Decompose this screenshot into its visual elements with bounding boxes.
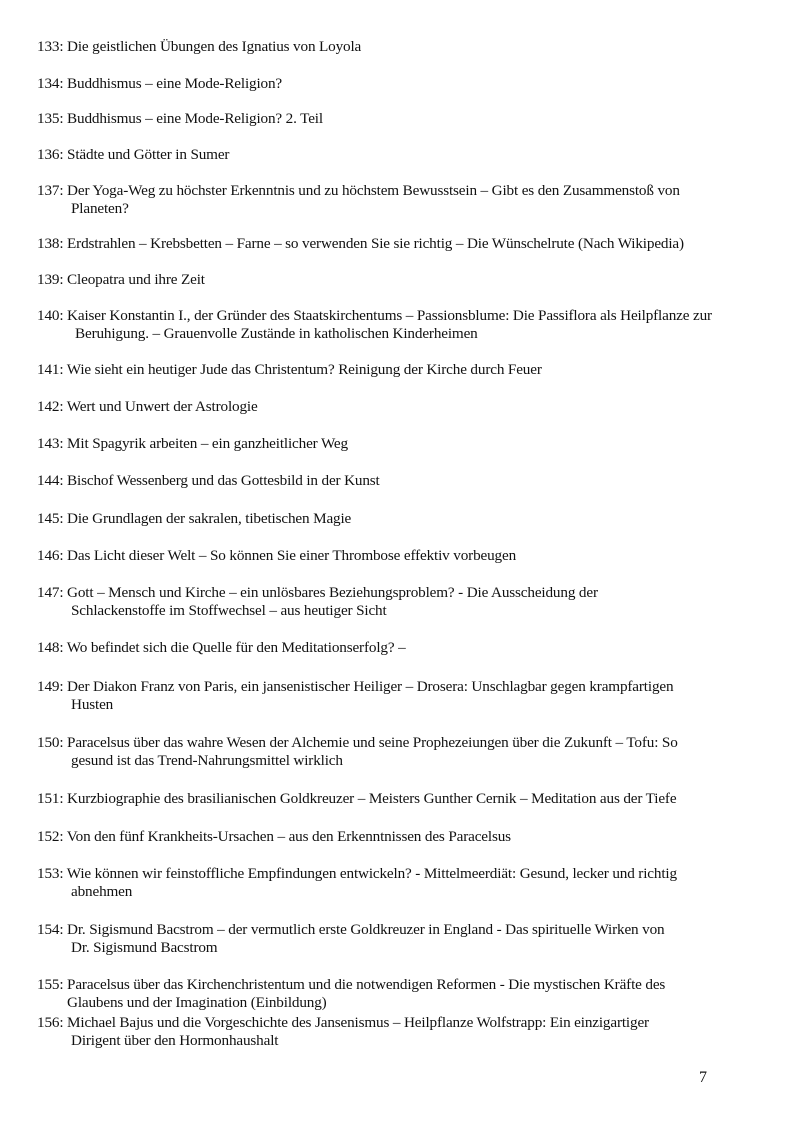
list-item [37, 639, 767, 657]
entry-title: 146: Das Licht dieser Welt – So können Sie einer Thrombose effektiv vorbeugen [37, 547, 517, 564]
list-item [37, 75, 767, 93]
entry-title: 154: Dr. Sigismund Bacstrom – der vermutlich erste Goldkreuzer in England - Das spirituelle Wirken von [37, 921, 665, 938]
entry-title: 142: Wert und Unwert der Astrologie [37, 398, 258, 415]
list-item [37, 734, 767, 770]
list-item [37, 547, 767, 565]
entry-title: 143: Mit Spagyrik arbeiten – ein ganzheitlicher Weg [37, 435, 348, 452]
entry-title-continuation: Dirigent über den Hormonhaushalt [71, 1032, 279, 1049]
list-item [37, 398, 767, 416]
entry-title: 140: Kaiser Konstantin I., der Gründer des Staatskirchentums – Passionsblume: Die Passiflora als Heilpflanze zur [37, 307, 712, 324]
entry-title-continuation: Schlackenstoffe im Stoffwechsel – aus heutiger Sicht [71, 602, 387, 619]
entry-title-continuation: Glaubens und der Imagination (Einbildung) [67, 994, 327, 1011]
entry-title: 145: Die Grundlagen der sakralen, tibetischen Magie [37, 510, 352, 527]
entry-title: 155: Paracelsus über das Kirchenchristentum und die notwendigen Reformen - Die mystischen Kräfte des [37, 976, 666, 993]
entry-title: 149: Der Diakon Franz von Paris, ein jansenistischer Heiliger – Drosera: Unschlagbar gegen krampfartigen [37, 678, 674, 695]
list-item [37, 976, 767, 1012]
entry-title: 152: Von den fünf Krankheits-Ursachen – aus den Erkenntnissen des Paracelsus [37, 828, 511, 845]
entry-title: 134: Buddhismus – eine Mode-Religion? [37, 75, 283, 92]
entry-title: 139: Cleopatra und ihre Zeit [37, 271, 205, 288]
list-item [37, 38, 767, 56]
page-number: 7 [699, 1069, 707, 1086]
entry-title: 150: Paracelsus über das wahre Wesen der Alchemie und seine Prophezeiungen über die Zukunft – Tofu: So [37, 734, 678, 751]
list-item [37, 472, 767, 490]
entry-title: 138: Erdstrahlen – Krebsbetten – Farne – so verwenden Sie sie richtig – Die Wünschelrute (Nach Wikipedia) [37, 235, 684, 252]
entry-title: 144: Bischof Wessenberg und das Gottesbild in der Kunst [37, 472, 380, 489]
list-item [37, 235, 767, 253]
list-item [37, 510, 767, 528]
list-item [37, 678, 767, 714]
list-item [37, 110, 767, 128]
list-item [37, 182, 767, 218]
list-item [37, 435, 767, 453]
entry-title: 141: Wie sieht ein heutiger Jude das Christentum? Reinigung der Kirche durch Feuer [37, 361, 542, 378]
entry-title: 135: Buddhismus – eine Mode-Religion? 2. Teil [37, 110, 323, 127]
entry-title-continuation: Beruhigung. – Grauenvolle Zustände in katholischen Kinderheimen [75, 325, 478, 342]
list-item [37, 1014, 767, 1050]
entry-title: 147: Gott – Mensch und Kirche – ein unlösbares Beziehungsproblem? - Die Ausscheidung der [37, 584, 598, 601]
list-item [37, 307, 767, 343]
entry-title: 137: Der Yoga-Weg zu höchster Erkenntnis und zu höchstem Bewusstsein – Gibt es den Zusammenstoß von [37, 182, 680, 199]
list-item [37, 790, 767, 808]
entry-title: 133: Die geistlichen Übungen des Ignatius von Loyola [37, 38, 362, 55]
list-item [37, 865, 767, 901]
list-item [37, 921, 767, 957]
entry-title: 151: Kurzbiographie des brasilianischen Goldkreuzer – Meisters Gunther Cernik – Meditation aus der Tiefe [37, 790, 677, 807]
list-item [37, 361, 767, 379]
entry-title-continuation: Husten [71, 696, 114, 713]
entry-title: 148: Wo befindet sich die Quelle für den Meditationserfolg? – [37, 639, 406, 656]
list-item [37, 271, 767, 289]
entry-title: 156: Michael Bajus und die Vorgeschichte des Jansenismus – Heilpflanze Wolfstrapp: Ein einzigartiger [37, 1014, 649, 1031]
list-item [37, 146, 767, 164]
entry-title: 153: Wie können wir feinstoffliche Empfindungen entwickeln? - Mittelmeerdiät: Gesund, lecker und richtig [37, 865, 677, 882]
list-item [37, 584, 767, 620]
entry-title-continuation: gesund ist das Trend-Nahrungsmittel wirklich [71, 752, 343, 769]
entry-title: 136: Städte und Götter in Sumer [37, 146, 230, 163]
list-item [37, 828, 767, 846]
entry-title-continuation: Planeten? [71, 200, 129, 217]
entry-title-continuation: Dr. Sigismund Bacstrom [71, 939, 218, 956]
entry-title-continuation: abnehmen [71, 883, 133, 900]
